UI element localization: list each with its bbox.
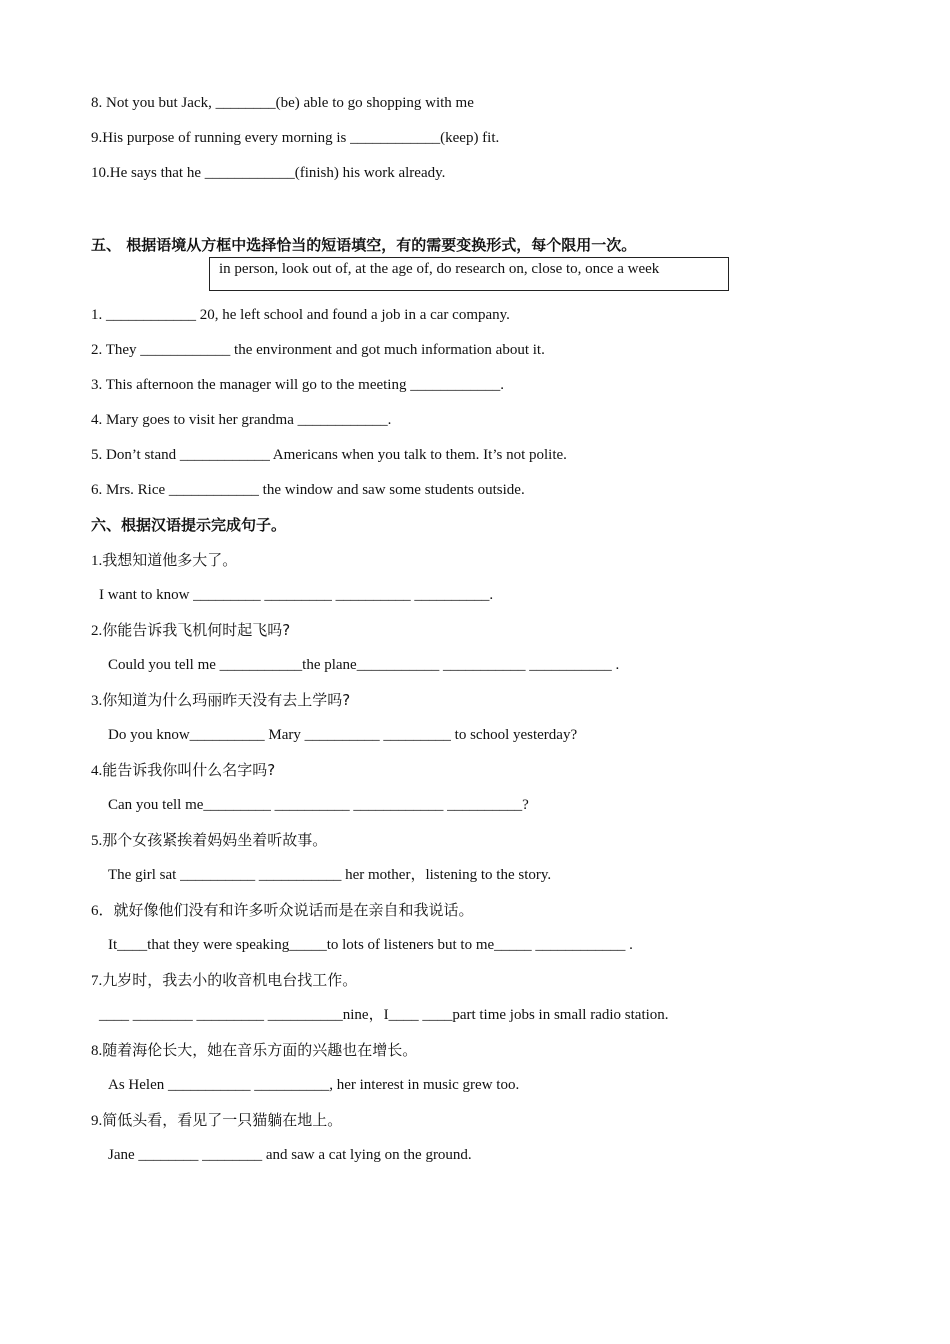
prompt-line [91, 963, 851, 998]
answer-line: Can you tell me_________ __________ ____________ __________? [108, 797, 529, 813]
exercise-line: 4. Mary goes to visit her grandma ____________. [91, 412, 392, 428]
chinese-prompt: 你知道为什么玛丽昨天没有去上学吗? [102, 691, 351, 709]
exercise-line: 2. They ____________ the environment and got much information about it. [91, 342, 545, 358]
exercise-line: 1. ____________ 20, he left school and found a job in a car company. [91, 307, 510, 323]
prompt-line [91, 1033, 851, 1068]
answer-line: I want to know _________ _________ __________ __________. [99, 587, 494, 603]
word-box: in person, look out of, at the age of, do research on, close to, once a week [209, 257, 729, 291]
answer-line: It____that they were speaking_____to lots of listeners but to me_____ ____________ . [108, 937, 633, 953]
answer-line: ____ ________ _________ __________nine，I____ ____part time jobs in small radio station. [99, 1007, 669, 1023]
exercise-line: 3. This afternoon the manager will go to the meeting ____________. [91, 377, 504, 393]
section-6 [91, 508, 851, 1173]
answer-line: Could you tell me ___________the plane___________ ___________ ___________ . [108, 657, 620, 673]
section-5 [91, 228, 851, 508]
chinese-prompt: 随着海伦长大，她在音乐方面的兴趣也在增长。 [102, 1041, 418, 1059]
prompt-line [91, 613, 851, 648]
answer-line: Do you know__________ Mary __________ _________ to school yesterday? [108, 727, 578, 743]
item-number: 4. [91, 763, 103, 779]
spacer [91, 191, 851, 228]
prompt-line [91, 753, 851, 788]
section-title: 五、 根据语境从方框中选择恰当的短语填空，有的需要变换形式，每个限用一次。 [91, 236, 637, 254]
item-number: 1. [91, 553, 103, 569]
item-number: 3. [91, 693, 103, 709]
prompt-line [91, 1103, 851, 1138]
section-title: 六、根据汉语提示完成句子。 [91, 516, 287, 534]
exercise-line: 8. Not you but Jack, ________(be) able to go shopping with me [91, 95, 474, 111]
item-number: 6． [91, 903, 114, 919]
answer-line: Jane ________ ________ and saw a cat lying on the ground. [108, 1147, 472, 1163]
part4-tail [91, 86, 851, 191]
exercise-line: 9.His purpose of running every morning is ____________(keep) fit. [91, 130, 500, 146]
item-number: 7. [91, 973, 103, 989]
worksheet-page [91, 86, 851, 1173]
word-box-row [91, 263, 851, 298]
exercise-line: 5. Don’t stand ____________ Americans when you talk to them. It’s not polite. [91, 447, 567, 463]
chinese-prompt: 九岁时，我去小的收音机电台找工作。 [102, 971, 358, 989]
answer-line: As Helen ___________ __________, her interest in music grew too. [108, 1077, 520, 1093]
answer-line: The girl sat __________ ___________ her mother，listening to the story. [108, 867, 552, 883]
chinese-prompt: 就好像他们没有和许多听众说话而是在亲自和我说话。 [113, 901, 474, 919]
chinese-prompt: 简低头看，看见了一只猫躺在地上。 [102, 1111, 343, 1129]
prompt-line [91, 543, 851, 578]
prompt-line [91, 893, 851, 928]
exercise-line: 10.He says that he ____________(finish) his work already. [91, 165, 446, 181]
chinese-prompt: 能告诉我你叫什么名字吗? [102, 761, 276, 779]
item-number: 5. [91, 833, 103, 849]
chinese-prompt: 那个女孩紧挨着妈妈坐着听故事。 [102, 831, 328, 849]
item-number: 8. [91, 1043, 103, 1059]
chinese-prompt: 你能告诉我飞机何时起飞吗? [102, 621, 291, 639]
prompt-line [91, 683, 851, 718]
exercise-line: 6. Mrs. Rice ____________ the window and saw some students outside. [91, 482, 525, 498]
item-number: 9. [91, 1113, 103, 1129]
item-number: 2. [91, 623, 103, 639]
prompt-line [91, 823, 851, 858]
chinese-prompt: 我想知道他多大了。 [102, 551, 238, 569]
